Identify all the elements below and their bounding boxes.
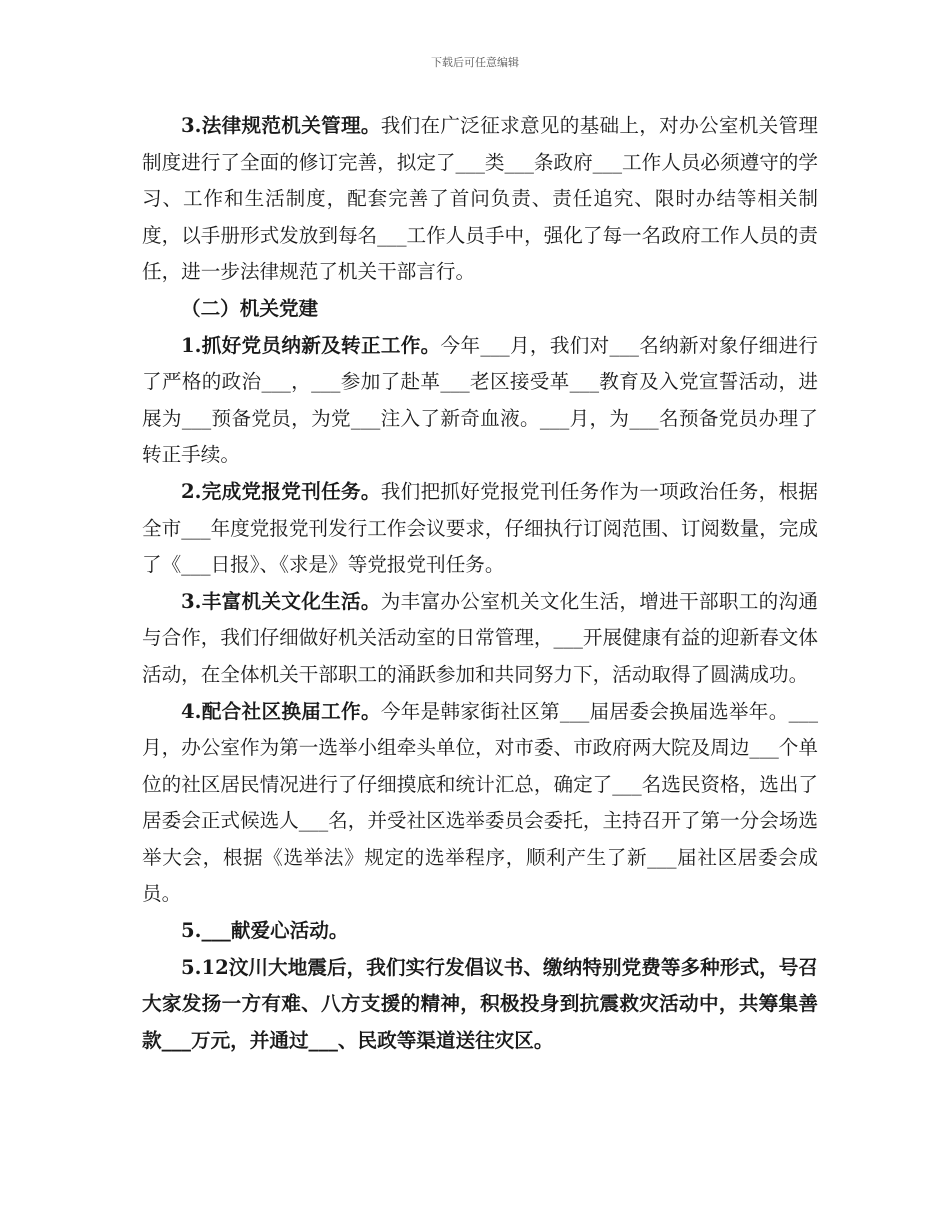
paragraph-law-management [142, 108, 818, 291]
paragraph-heading: 4.配合社区换届工作。 [181, 699, 381, 723]
section-heading-party-building: （二）机关党建 [181, 296, 319, 320]
paragraph-text: 今年___月，我们对___名纳新对象仔细进行了严格的政治___，___参加了赴革___老区接受革___教育及入党宣誓活动，进展为___预备党员，为党___注入了新奇血液。___月，为___名预备党员办理了转正手续。 [142, 333, 818, 467]
paragraph-text: 我们在广泛征求意见的基础上，对办公室机关管理制度进行了全面的修订完善，拟定了___类___条政府___工作人员必须遵守的学习、工作和生活制度，配套完善了首问负责、责任追究、限时办结等相关制度，以手册形式发放到每名___工作人员手中，强化了每一名政府工作人员的责任，进一步法律规范了机关干部言行。 [142, 114, 818, 284]
paragraph-heading: 3.法律规范机关管理。 [181, 114, 381, 137]
document-body [142, 108, 818, 1059]
paragraph-earthquake-relief: 5.12汶川大地震后，我们实行发倡议书、缴纳特别党费等多种形式，号召大家发扬一方有难、八方支援的精神，积极投身到抗震救灾活动中，共筹集善款___万元，并通过___、民政等渠道送往灾区。 [142, 955, 818, 1052]
paragraph-community-election [142, 694, 818, 914]
paragraph-heading: 2.完成党报党刊任务。 [181, 479, 381, 503]
paragraph-party-members [142, 328, 818, 474]
paragraph-text: 我们把抓好党报党刊任务作为一项政治任务，根据全市___年度党报党刊发行工作会议要求，仔细执行订阅范围、订阅数量，完成了《___日报》、《求是》等党报党刊任务。 [142, 479, 818, 577]
section-heading-charity: 5.___献爱心活动。 [181, 919, 349, 943]
paragraph-party-newspapers [142, 474, 818, 584]
paragraph-text: 为丰富办公室机关文化生活，增进干部职工的沟通与合作，我们仔细做好机关活动室的日常管理，___开展健康有益的迎新春文体活动，在全体机关干部职工的涌跃参加和共同努力下，活动取得了圆满成功。 [142, 589, 818, 686]
paragraph-text: 今年是韩家街社区第___届居委会换届选举年。___月，办公室作为第一选举小组牵头单位，对市委、市政府两大院及周边___个单位的社区居民情况进行了仔细摸底和统计汇总，确定了___名选民资格，选出了居委会正式候选人___名，并受社区选举委员会委托，主持召开了第一分会场选举大会，根据《选举法》规定的选举程序，顺利产生了新___届社区居委会成员。 [142, 699, 818, 906]
paragraph-cultural-life [142, 584, 818, 694]
paragraph-heading: 1.抓好党员纳新及转正工作。 [181, 333, 441, 357]
page-header: 下载后可任意编辑 [431, 56, 519, 69]
paragraph-heading: 3.丰富机关文化生活。 [181, 589, 381, 613]
